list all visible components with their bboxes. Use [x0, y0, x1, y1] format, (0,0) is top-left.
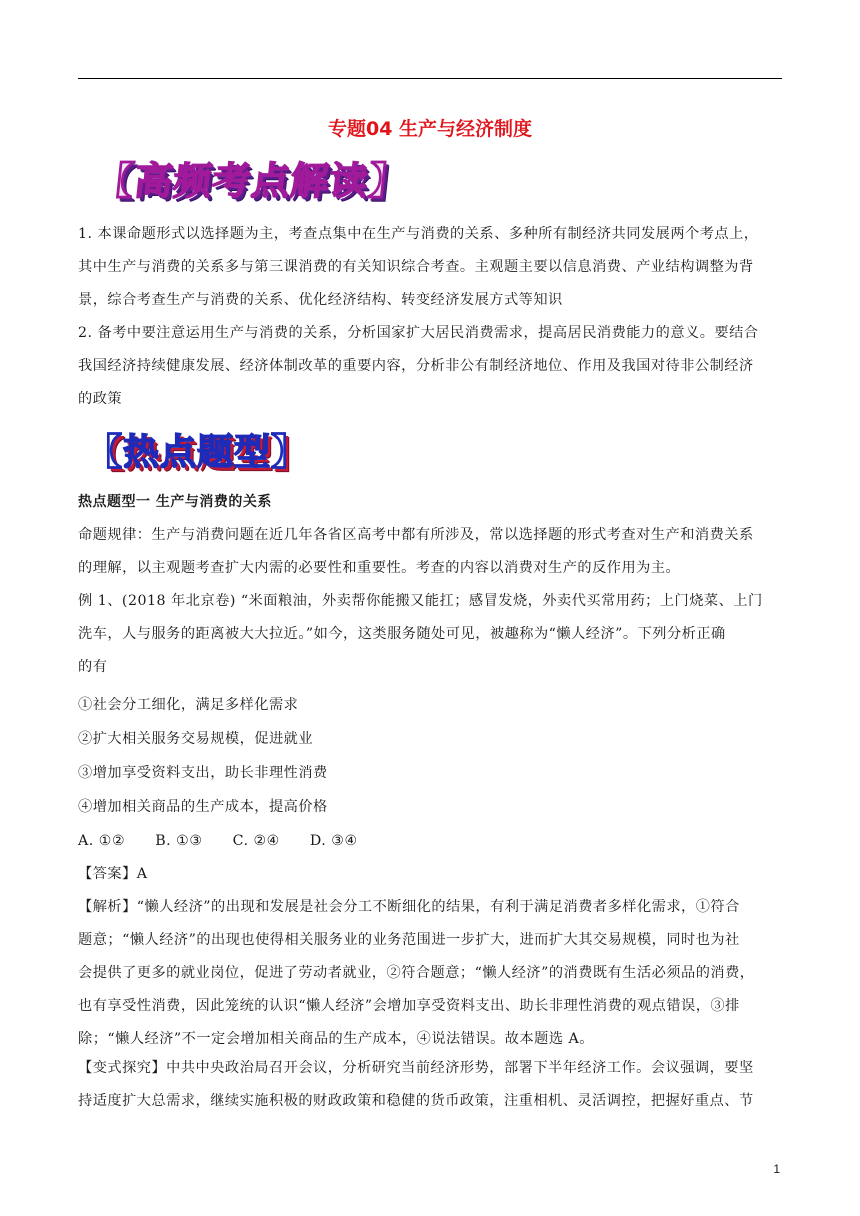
analysis-line: 【解析】“懒人经济”的出现和发展是社会分工不断细化的结果，有利于满足消费者多样化需求，①符合 [78, 899, 740, 915]
header-rule [78, 78, 782, 79]
page-number: 1 [773, 1162, 780, 1176]
intro-line: 其中生产与消费的关系多与第三课消费的有关知识综合考查。主观题主要以信息消费、产业结构调整为背 [78, 259, 754, 275]
example-question [78, 585, 782, 684]
intro-line: 景，综合考查生产与消费的关系、优化经济结构、转变经济发展方式等知识 [78, 292, 563, 308]
example-line: 的有 [78, 659, 108, 675]
intro-line: 2. 备考中要注意运用生产与消费的关系，分析国家扩大居民消费需求，提高居民消费能力的意义。要结合 [78, 325, 759, 341]
option-b: B. ①③ [155, 833, 203, 849]
analysis-line: 除；“懒人经济”不一定会增加相关商品的生产成本，④说法错误。故本题选 A。 [78, 1031, 594, 1047]
banner-high-frequency: 【高频考点解读】 [93, 159, 410, 203]
variant-line: 【变式探究】中共中央政治局召开会议，分析研究当前经济形势，部署下半年经济工作。会议强调，要坚 [78, 1060, 754, 1076]
rule-line: 的理解，以主观题考查扩大内需的必要性和重要性。考查的内容以消费对生产的反作用为主。 [78, 560, 681, 576]
intro-line: 的政策 [78, 391, 123, 407]
analysis-paragraph [78, 891, 782, 1056]
choice-item: ②扩大相关服务交易规模，促进就业 [78, 731, 314, 747]
variant-paragraph [78, 1052, 782, 1118]
rule-line: 命题规律：生产与消费问题在近几年各省区高考中都有所涉及，常以选择题的形式考查对生产和消费关系 [78, 527, 754, 543]
analysis-line: 题意；“懒人经济”的出现也使得相关服务业的业务范围进一步扩大，进而扩大其交易规模，同时也为社 [78, 932, 740, 948]
example-line: 例 1、(2018 年北京卷) “米面粮油，外卖帮你能搬又能扛；感冒发烧，外卖代买常用药；上门烧菜、上门 [78, 593, 763, 609]
banner-hot-topics: 【热点题型】 [86, 432, 309, 473]
analysis-line: 也有享受性消费，因此笼统的认识“懒人经济”会增加享受资料支出、助长非理性消费的观点错误，③排 [78, 998, 740, 1014]
choice-item: ③增加享受资料支出，助长非理性消费 [78, 765, 328, 781]
page-title: 专题04 生产与经济制度 [327, 118, 533, 140]
rule-paragraph [78, 519, 782, 585]
answer-line: 【答案】A [78, 866, 148, 882]
choice-item: ①社会分工细化，满足多样化需求 [78, 697, 299, 713]
section-heading: 热点题型一 生产与消费的关系 [78, 494, 272, 510]
intro-line: 1. 本课命题形式以选择题为主，考查点集中在生产与消费的关系、多种所有制经济共同发展两个考点上， [78, 226, 759, 242]
option-c: C. ②④ [232, 833, 280, 849]
choice-item: ④增加相关商品的生产成本，提高价格 [78, 799, 328, 815]
intro-line: 我国经济持续健康发展、经济体制改革的重要内容，分析非公有制经济地位、作用及我国对待非公制经济 [78, 358, 754, 374]
analysis-line: 会提供了更多的就业岗位，促进了劳动者就业，②符合题意；“懒人经济”的消费既有生活必须品的消费， [78, 965, 755, 981]
intro-paragraph [78, 218, 782, 416]
example-line: 洗车，人与服务的距离被大大拉近。”如今，这类服务随处可见，被趣称为“懒人经济”。下列分析正确 [78, 626, 726, 642]
option-a: A. ①② [78, 833, 126, 849]
option-d: D. ③④ [309, 833, 358, 849]
answer-options [78, 825, 782, 858]
variant-line: 持适度扩大总需求，继续实施积极的财政政策和稳健的货币政策，注重相机、灵活调控，把握好重点、节 [78, 1093, 754, 1109]
choice-items [78, 688, 782, 824]
